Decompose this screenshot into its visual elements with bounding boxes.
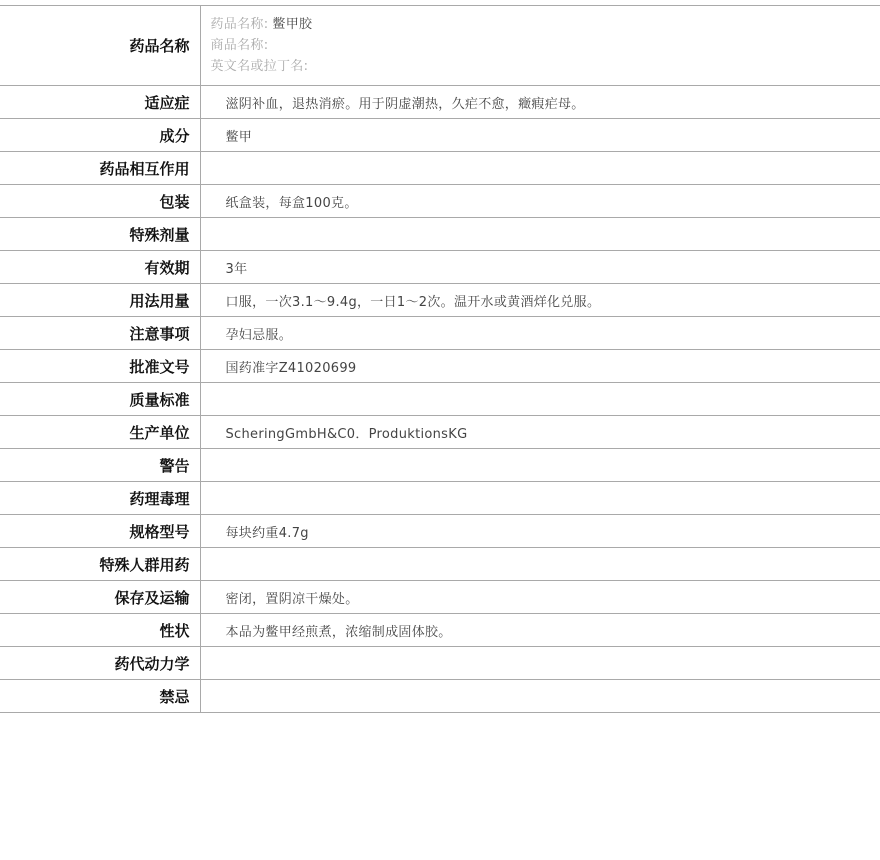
table-row-special-dosage <box>0 218 880 251</box>
row-value: 滋阴补血，退热消瘀。用于阴虚潮热，久疟不愈，癥瘕疟母。 <box>225 96 585 112</box>
row-label: 禁忌 <box>0 680 200 713</box>
table-row-storage <box>0 581 880 614</box>
table-row-contraindications <box>0 680 880 713</box>
row-label: 质量标准 <box>0 383 200 416</box>
row-label: 适应症 <box>0 86 200 119</box>
row-value: 鳖甲 <box>225 129 253 145</box>
row-label: 药理毒理 <box>0 482 200 515</box>
trade-name-key: 商品名称: <box>210 38 269 53</box>
row-label: 有效期 <box>0 251 200 284</box>
row-value: 每块约重4.7g <box>225 525 309 541</box>
row-label: 注意事项 <box>0 317 200 350</box>
row-label: 用法用量 <box>0 284 200 317</box>
row-value: 本品为鳖甲经煎煮，浓缩制成固体胶。 <box>225 624 452 640</box>
row-value: 孕妇忌服。 <box>225 327 293 343</box>
drug-info-sheet <box>0 5 880 713</box>
row-value <box>200 152 880 185</box>
row-value <box>200 449 880 482</box>
table-row-pharmacology <box>0 482 880 515</box>
table-row-indications <box>0 86 880 119</box>
row-value: 国药准字Z41020699 <box>225 360 357 376</box>
row-label: 生产单位 <box>0 416 200 449</box>
row-label: 性状 <box>0 614 200 647</box>
row-value <box>200 548 880 581</box>
row-value: 3年 <box>225 261 248 277</box>
row-label: 特殊人群用药 <box>0 548 200 581</box>
row-label: 包装 <box>0 185 200 218</box>
table-row-description <box>0 614 880 647</box>
row-value: 纸盒装，每盒100克。 <box>225 195 358 211</box>
table-row-specification <box>0 515 880 548</box>
row-label: 规格型号 <box>0 515 200 548</box>
row-label: 警告 <box>0 449 200 482</box>
table-row-special-populations <box>0 548 880 581</box>
generic-name-key: 药品名称: <box>210 17 269 32</box>
generic-name-line <box>211 14 880 35</box>
row-label: 药品名称 <box>0 6 200 86</box>
drug-name-cell <box>200 6 880 86</box>
table-row-warning <box>0 449 880 482</box>
english-name-line <box>211 56 880 77</box>
table-row-shelf-life <box>0 251 880 284</box>
row-label: 药品相互作用 <box>0 152 200 185</box>
row-label: 药代动力学 <box>0 647 200 680</box>
row-value: 密闭，置阴凉干燥处。 <box>225 591 359 607</box>
row-label: 特殊剂量 <box>0 218 200 251</box>
row-label: 成分 <box>0 119 200 152</box>
table-row-drug-name <box>0 6 880 86</box>
table-row-packaging <box>0 185 880 218</box>
table-row-interactions <box>0 152 880 185</box>
table-row-manufacturer <box>0 416 880 449</box>
table-row-pharmacokinetics <box>0 647 880 680</box>
table-row-usage-dosage <box>0 284 880 317</box>
row-value: 口服，一次3.1～9.4g，一日1～2次。温开水或黄酒烊化兑服。 <box>225 294 601 310</box>
row-value <box>200 482 880 515</box>
table-row-precautions <box>0 317 880 350</box>
row-value <box>200 383 880 416</box>
trade-name-line <box>211 35 880 56</box>
row-value <box>200 647 880 680</box>
drug-info-table <box>0 5 880 713</box>
row-value <box>200 680 880 713</box>
table-row-quality-standard <box>0 383 880 416</box>
table-row-ingredients <box>0 119 880 152</box>
row-label: 保存及运输 <box>0 581 200 614</box>
row-value: ScheringGmbH&C0．ProduktionsKG <box>225 426 468 442</box>
row-label: 批准文号 <box>0 350 200 383</box>
english-name-key: 英文名或拉丁名: <box>210 59 309 74</box>
table-row-approval-number <box>0 350 880 383</box>
generic-name-value: 鳖甲胶 <box>272 17 313 32</box>
row-value <box>200 218 880 251</box>
